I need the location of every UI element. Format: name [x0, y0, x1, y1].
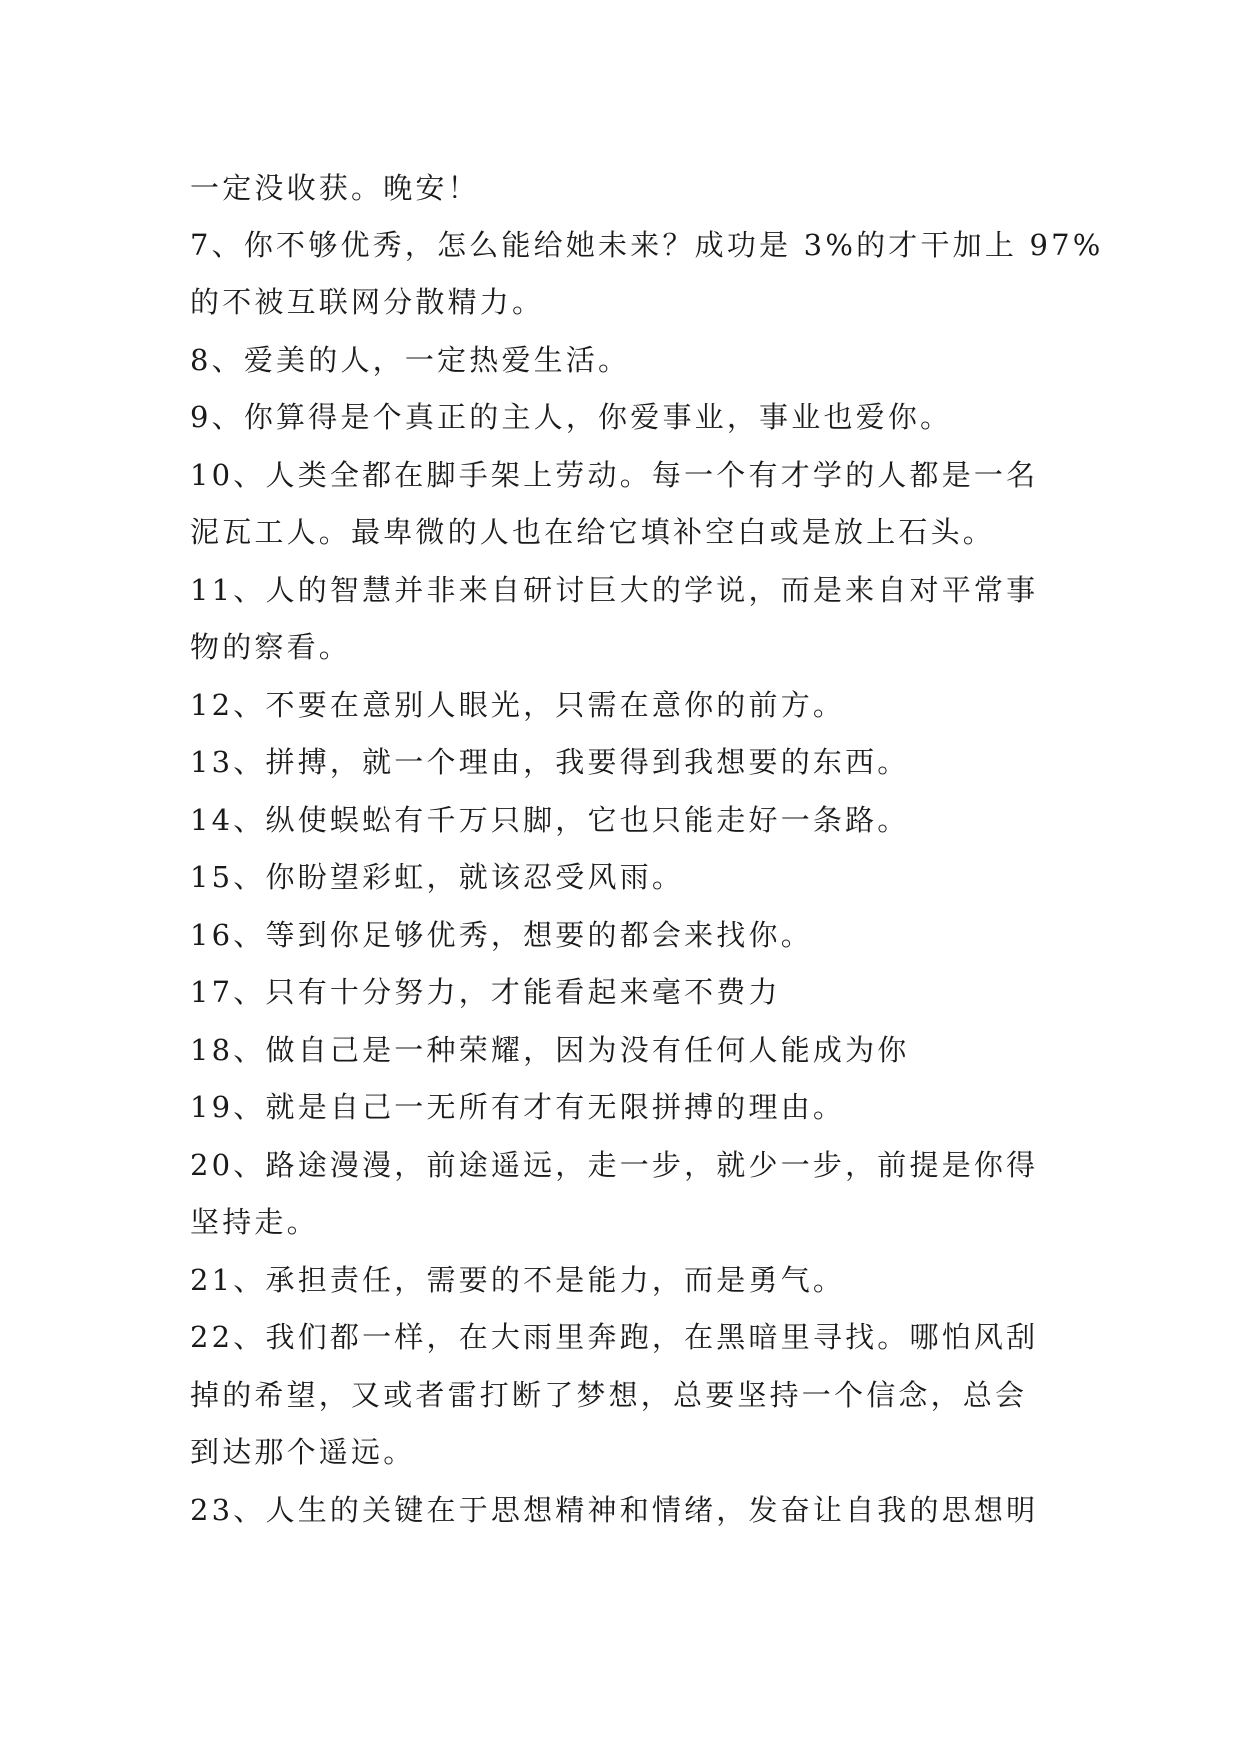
text-line: 一定没收获。晚安！: [190, 171, 480, 205]
text-line: 7、你不够优秀，怎么能给她未来？成功是 3%的才干加上 97%: [190, 228, 1104, 262]
text-line: 到达那个遥远。: [190, 1435, 416, 1469]
text-line: 14、纵使蜈蚣有千万只脚，它也只能走好一条路。: [190, 803, 910, 837]
text-line: 23、人生的关键在于思想精神和情绪，发奋让自我的思想明: [190, 1493, 1039, 1527]
text-line: 10、人类全都在脚手架上劳动。每一个有才学的人都是一名: [190, 458, 1039, 492]
text-line: 泥瓦工人。最卑微的人也在给它填补空白或是放上石头。: [190, 515, 996, 549]
text-line: 物的察看。: [190, 630, 352, 664]
text-line: 17、只有十分努力，才能看起来毫不费力: [190, 975, 781, 1009]
text-line: 18、做自己是一种荣耀，因为没有任何人能成为你: [190, 1033, 910, 1067]
text-line: 22、我们都一样，在大雨里奔跑，在黑暗里寻找。哪怕风刮: [190, 1320, 1039, 1354]
text-line: 的不被互联网分散精力。: [190, 285, 545, 319]
text-line: 8、爱美的人，一定热爱生活。: [190, 343, 631, 377]
text-line: 13、拼搏，就一个理由，我要得到我想要的东西。: [190, 745, 910, 779]
text-line: 20、路途漫漫，前途遥远，走一步，就少一步，前提是你得: [190, 1148, 1039, 1182]
text-line: 11、人的智慧并非来自研讨巨大的学说，而是来自对平常事: [190, 573, 1039, 607]
text-line: 16、等到你足够优秀，想要的都会来找你。: [190, 918, 813, 952]
text-line: 12、不要在意别人眼光，只需在意你的前方。: [190, 688, 846, 722]
text-line: 掉的希望，又或者雷打断了梦想，总要坚持一个信念，总会: [190, 1378, 1028, 1412]
text-line: 坚持走。: [190, 1205, 319, 1239]
text-line: 15、你盼望彩虹，就该忍受风雨。: [190, 860, 685, 894]
text-line: 9、你算得是个真正的主人，你爱事业，事业也爱你。: [190, 400, 953, 434]
text-line: 21、承担责任，需要的不是能力，而是勇气。: [190, 1263, 846, 1297]
text-line: 19、就是自己一无所有才有无限拼搏的理由。: [190, 1090, 846, 1124]
